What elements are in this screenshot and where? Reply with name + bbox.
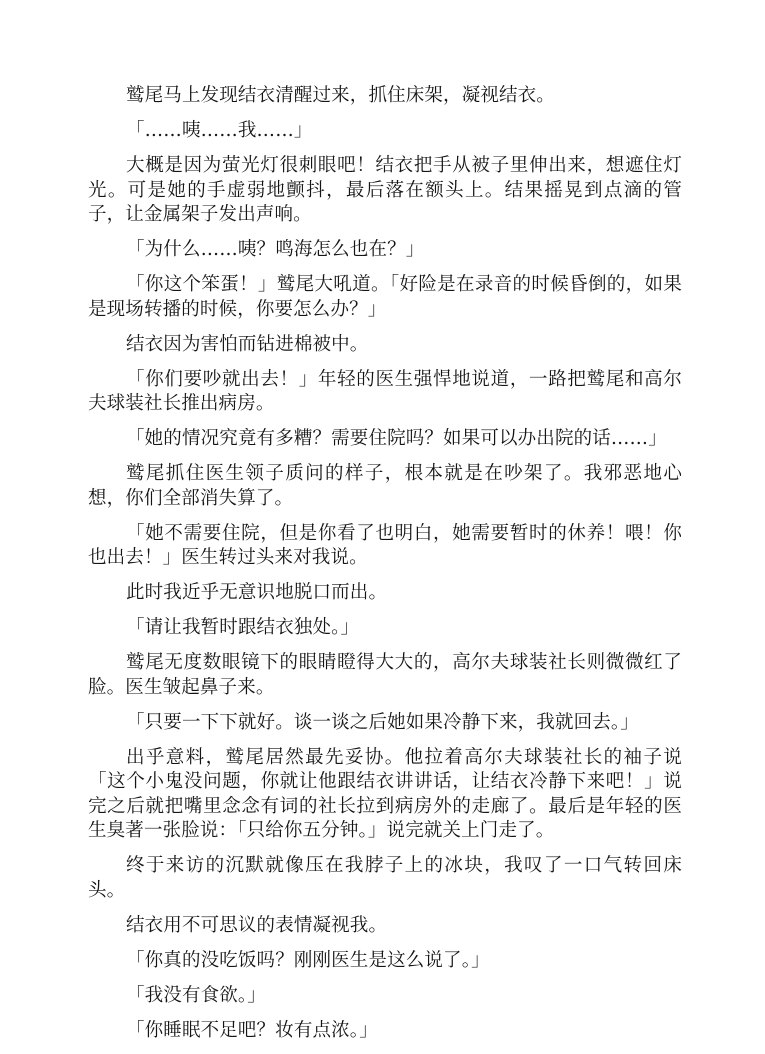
paragraph: 「她的情况究竟有多糟？需要住院吗？如果可以办出院的话……」 xyxy=(126,428,667,449)
paragraph: 「你真的没吃饭吗？刚刚医生是这么说了。」 xyxy=(126,949,490,971)
paragraph: 结衣因为害怕而钻进棉被中。 xyxy=(126,333,369,355)
paragraph: 「你睡眠不足吧？妆有点浓。」 xyxy=(126,1019,378,1041)
paragraph: 「你这个笨蛋！」鹫尾大吼道。「好险是在录音的时候昏倒的，如果是现场转播的时候，你要怎么办？」 xyxy=(88,274,682,320)
paragraph: 此时我近乎无意识地脱口而出。 xyxy=(126,582,388,603)
paragraph: 「她不需要住院，但是你看了也明白，她需要暂时的休养！喂！你也出去！」医生转过头来对我说。 xyxy=(88,522,682,568)
paragraph: 鹫尾马上发现结衣清醒过来，抓住床架，凝视结衣。 xyxy=(126,85,555,106)
paragraph: 结衣用不可思议的表情凝视我。 xyxy=(126,914,388,936)
paragraph: 「只要一下下就好。谈一谈之后她如果冷静下来，我就回去。」 xyxy=(126,711,639,733)
paragraph: 「请让我暂时跟结衣独处。」 xyxy=(126,617,360,638)
paragraph: 终于来访的沉默就像压在我脖子上的冰块，我叹了一口气转回床头。 xyxy=(88,855,682,901)
paragraph: 「你们要吵就出去！」年轻的医生强悍地说道，一路把鹫尾和高尔夫球装社长推出病房。 xyxy=(88,368,682,414)
paragraph: 「我没有食欲。」 xyxy=(126,984,266,1006)
paragraph: 鹫尾抓住医生领子质问的样子，根本就是在吵架了。我邪恶地心想，你们全部消失算了。 xyxy=(88,463,682,509)
paragraph: 大概是因为萤光灯很刺眼吧！结衣把手从被子里伸出来，想遮住灯光。可是她的手虚弱地颤抖，最后落在额头上。结果摇晃到点滴的管子，让金属架子发出声响。 xyxy=(88,155,682,225)
paragraph: 「……咦……我……」 xyxy=(126,120,313,141)
paragraph: 出乎意料，鹫尾居然最先妥协。他拉着高尔夫球装社长的袖子说「这个小鬼没问题，你就让他跟结衣讲讲话，让结衣冷静下来吧！」说完之后就把嘴里念念有词的社长拉到病房外的走廊了。最后是年轻的医生臭著一张脸说：「只给你五分钟。」说完就关上门走了。 xyxy=(88,746,682,841)
paragraph: 「为什么……咦？鸣海怎么也在？」 xyxy=(126,239,425,260)
document-page xyxy=(88,84,682,1054)
paragraph: 鹫尾无度数眼镜下的眼睛瞪得大大的，高尔夫球装社长则微微红了脸。医生皱起鼻子来。 xyxy=(88,652,682,698)
